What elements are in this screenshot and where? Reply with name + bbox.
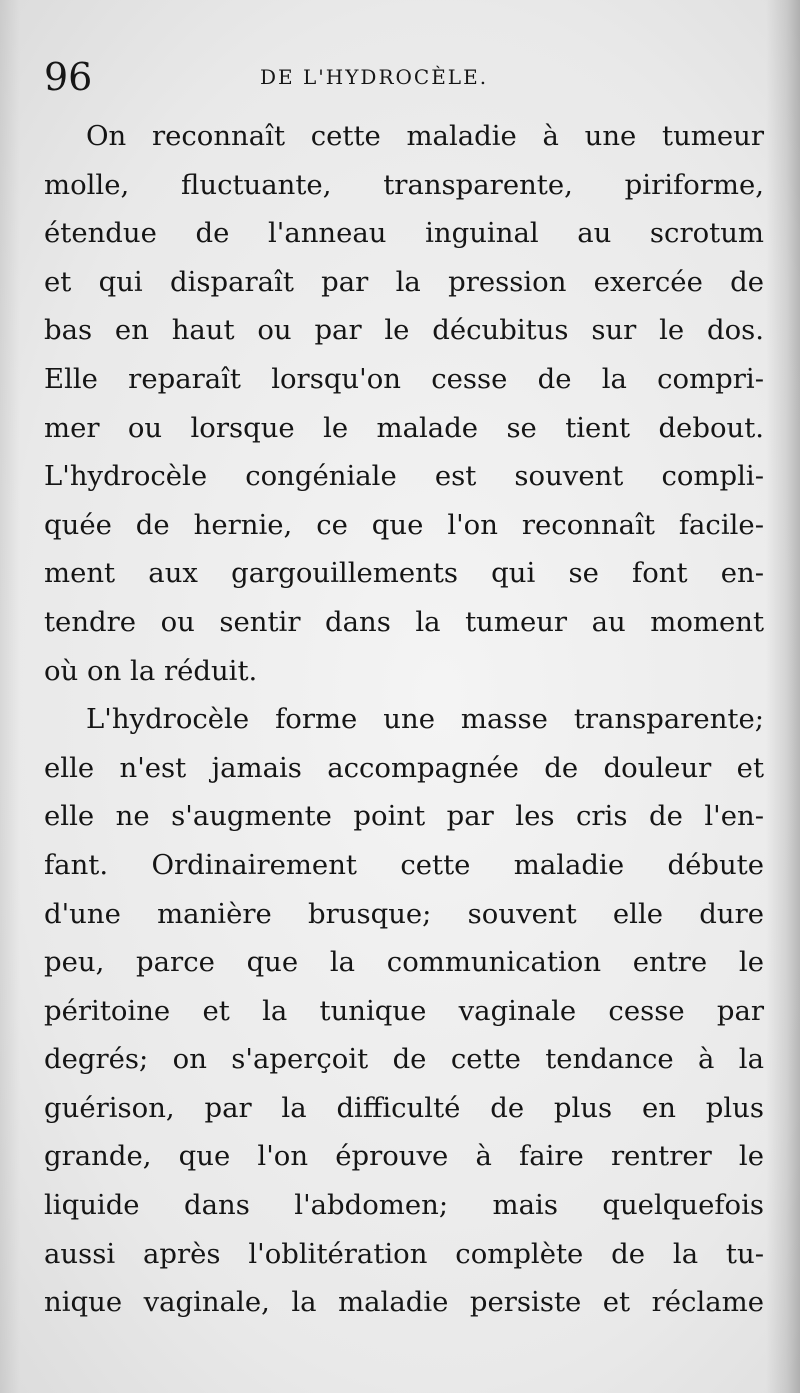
text-line: guérison, par la difficulté de plus en plus <box>44 1091 764 1124</box>
text-line: où on la réduit. <box>44 654 258 687</box>
text-line: liquide dans l'abdomen; mais quelquefois <box>44 1189 764 1222</box>
text-line: bas en haut ou par le décubitus sur le dos. <box>44 314 764 347</box>
text-line: étendue de l'anneau inguinal au scrotum <box>44 217 764 250</box>
text-line: aussi après l'oblitération complète de la tu- <box>44 1237 764 1270</box>
text-line: peu, parce que la communication entre le <box>44 946 764 979</box>
text-line: ment aux gargouillements qui se font en- <box>44 557 764 590</box>
page-gutter-shadow <box>0 0 20 1393</box>
page-header <box>44 52 764 102</box>
text-line: Elle reparaît lorsqu'on cesse de la compri- <box>44 362 764 395</box>
text-line: tendre ou sentir dans la tumeur au moment <box>44 605 764 638</box>
text-line: L'hydrocèle forme une masse transparente; <box>86 703 764 736</box>
text-line: nique vaginale, la maladie persiste et réclame <box>44 1286 764 1319</box>
text-line: quée de hernie, ce que l'on reconnaît facile- <box>44 508 764 541</box>
page-number: 96 <box>44 55 93 99</box>
text-line: L'hydrocèle congéniale est souvent compli- <box>44 460 764 493</box>
running-head: DE L'HYDROCÈLE. <box>260 65 489 89</box>
text-line: d'une manière brusque; souvent elle dure <box>44 897 764 930</box>
text-line: péritoine et la tunique vaginale cesse par <box>44 994 764 1027</box>
text-line: degrés; on s'aperçoit de cette tendance à la <box>44 1043 764 1076</box>
text-line: et qui disparaît par la pression exercée de <box>44 265 764 298</box>
text-line: molle, fluctuante, transparente, piriforme, <box>44 168 764 201</box>
text-line: elle n'est jamais accompagnée de douleur et <box>44 751 764 784</box>
body-text <box>44 112 764 1327</box>
text-line: grande, que l'on éprouve à faire rentrer le <box>44 1140 764 1173</box>
page-edge-shadow <box>766 0 800 1393</box>
text-line: elle ne s'augmente point par les cris de l'en- <box>44 800 764 833</box>
text-line: On reconnaît cette maladie à une tumeur <box>86 120 764 152</box>
text-line: mer ou lorsque le malade se tient debout. <box>44 411 764 444</box>
text-line: fant. Ordinairement cette maladie débute <box>44 848 764 881</box>
